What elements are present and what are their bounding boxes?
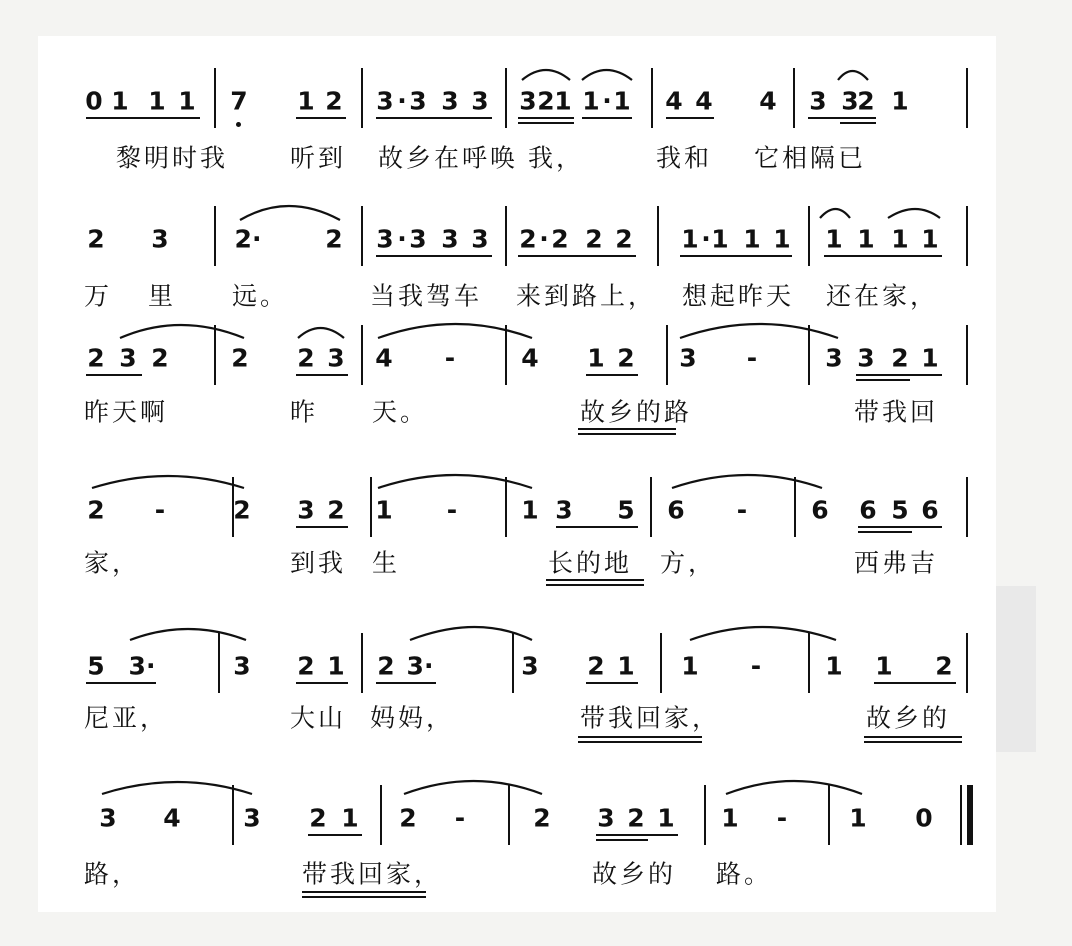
lyric: 路。 bbox=[716, 859, 773, 889]
note: 2 bbox=[297, 343, 315, 373]
note: 3 bbox=[857, 343, 875, 373]
slur bbox=[240, 206, 340, 220]
note: 3 bbox=[376, 224, 394, 254]
note: 3 bbox=[471, 224, 489, 254]
note: 2 bbox=[327, 495, 345, 525]
note: 1 bbox=[849, 803, 867, 833]
note: 6 bbox=[667, 495, 685, 525]
lyric: 黎明时我 bbox=[116, 143, 229, 173]
slur bbox=[672, 475, 822, 488]
note: 1 bbox=[773, 224, 791, 254]
note: 3 bbox=[297, 495, 315, 525]
note: 5 bbox=[87, 651, 105, 681]
note: 2 bbox=[617, 343, 635, 373]
slur bbox=[298, 328, 344, 338]
note: 1 bbox=[711, 224, 729, 254]
note: 3 bbox=[119, 343, 137, 373]
note: 1 bbox=[891, 224, 909, 254]
note: 0 bbox=[915, 803, 933, 833]
note: 2 bbox=[519, 224, 537, 254]
note: 1 bbox=[825, 651, 843, 681]
note: 3 bbox=[327, 343, 345, 373]
lyric: 故乡在呼唤 bbox=[378, 143, 519, 173]
note: 3 bbox=[441, 86, 459, 116]
lyric: 妈妈， bbox=[370, 703, 455, 733]
note: 4 bbox=[521, 343, 539, 373]
note: 2 bbox=[627, 803, 645, 833]
lyric: 家， bbox=[84, 548, 141, 578]
note: 2 bbox=[585, 224, 603, 254]
slur bbox=[680, 324, 838, 338]
note: 3 bbox=[809, 86, 827, 116]
slur bbox=[378, 475, 532, 488]
dash: - bbox=[154, 495, 166, 525]
note: 5 bbox=[891, 495, 909, 525]
note: 2 bbox=[87, 224, 105, 254]
note: 1 bbox=[375, 495, 393, 525]
lyric: 还在家， bbox=[826, 281, 939, 311]
note: 2 bbox=[325, 224, 343, 254]
note: 3· bbox=[406, 651, 434, 681]
lyric: 带我回家， bbox=[302, 859, 443, 889]
note: 7 bbox=[230, 86, 248, 116]
lyric: 故乡的路 bbox=[580, 397, 693, 427]
note: 3 bbox=[471, 86, 489, 116]
note: 2 bbox=[231, 343, 249, 373]
note: 1 bbox=[875, 651, 893, 681]
note: 1 bbox=[521, 495, 539, 525]
lyric: 想起昨天 bbox=[682, 281, 795, 311]
note: 1 bbox=[554, 86, 572, 116]
dash: - bbox=[776, 803, 788, 833]
note: 4 bbox=[695, 86, 713, 116]
note: 3 bbox=[151, 224, 169, 254]
lyric: 故乡的 bbox=[866, 703, 951, 733]
slur bbox=[378, 324, 532, 338]
lyric: 长的地 bbox=[548, 548, 633, 578]
note: 3 bbox=[233, 651, 251, 681]
slur bbox=[102, 782, 252, 794]
note: 2 bbox=[935, 651, 953, 681]
note: 4 bbox=[163, 803, 181, 833]
note: 2 bbox=[233, 495, 251, 525]
lyric: 大山 bbox=[290, 703, 347, 733]
lyric: 它相隔已 bbox=[754, 143, 867, 173]
slur bbox=[690, 627, 836, 640]
lyric: 当我驾车 bbox=[370, 281, 483, 311]
note: 4 bbox=[759, 86, 777, 116]
dash: - bbox=[746, 343, 758, 373]
note: 3 bbox=[441, 224, 459, 254]
note: 6 bbox=[811, 495, 829, 525]
note: 3 bbox=[376, 86, 394, 116]
slur bbox=[410, 627, 532, 640]
note: 2 bbox=[551, 224, 569, 254]
dash: - bbox=[444, 343, 456, 373]
note: 2 bbox=[87, 495, 105, 525]
lyric: 我， bbox=[528, 143, 585, 173]
note: 1 bbox=[657, 803, 675, 833]
lyric: 尼亚， bbox=[84, 703, 169, 733]
lyric: 我和 bbox=[656, 143, 713, 173]
lyric: 天。 bbox=[372, 397, 429, 427]
lyric: 生 bbox=[372, 548, 401, 578]
note: 1 bbox=[857, 224, 875, 254]
note: 1 bbox=[921, 224, 939, 254]
note: 3 bbox=[597, 803, 615, 833]
slur bbox=[92, 476, 244, 488]
dot: · bbox=[602, 86, 612, 116]
dash: - bbox=[454, 803, 466, 833]
dot: · bbox=[539, 224, 549, 254]
dash: - bbox=[736, 495, 748, 525]
dot: · bbox=[397, 86, 407, 116]
slur bbox=[726, 781, 862, 794]
note: 6 bbox=[859, 495, 877, 525]
note: 1 bbox=[721, 803, 739, 833]
note: 2 bbox=[377, 651, 395, 681]
lyric: 带我回家， bbox=[580, 703, 721, 733]
note: 3 bbox=[679, 343, 697, 373]
note: 2 bbox=[857, 86, 875, 116]
note: 1 bbox=[148, 86, 166, 116]
lyric: 带我回 bbox=[854, 397, 939, 427]
note: 3 bbox=[409, 224, 427, 254]
note: 1 bbox=[178, 86, 196, 116]
note: 4 bbox=[375, 343, 393, 373]
note: 2 bbox=[615, 224, 633, 254]
note: 1 bbox=[743, 224, 761, 254]
dot: · bbox=[701, 224, 711, 254]
note: 4 bbox=[665, 86, 683, 116]
slur bbox=[120, 325, 244, 338]
lyric: 来到路上， bbox=[516, 281, 657, 311]
note: 3 bbox=[99, 803, 117, 833]
note: 2 bbox=[587, 651, 605, 681]
note: 2 bbox=[309, 803, 327, 833]
note: 2 bbox=[151, 343, 169, 373]
note: 2 bbox=[325, 86, 343, 116]
slur bbox=[522, 70, 570, 80]
lyric: 万 bbox=[84, 281, 113, 311]
note: 1 bbox=[617, 651, 635, 681]
lyric: 里 bbox=[148, 281, 177, 311]
note: 3 bbox=[519, 86, 537, 116]
slur bbox=[888, 209, 940, 218]
note: 2 bbox=[297, 651, 315, 681]
note: 2 bbox=[891, 343, 909, 373]
note: 3· bbox=[128, 651, 156, 681]
lyric: 听到 bbox=[290, 143, 347, 173]
dot: · bbox=[397, 224, 407, 254]
lyric: 远。 bbox=[232, 281, 289, 311]
note: 1 bbox=[582, 86, 600, 116]
note: 1 bbox=[613, 86, 631, 116]
dash: - bbox=[446, 495, 458, 525]
note: 0 bbox=[85, 86, 103, 116]
lyric: 昨 bbox=[290, 397, 319, 427]
note: 2 bbox=[533, 803, 551, 833]
slur bbox=[820, 209, 850, 218]
note: 2 bbox=[87, 343, 105, 373]
lyric: 昨天啊 bbox=[84, 397, 169, 427]
note: 2· bbox=[234, 224, 262, 254]
note: 1 bbox=[891, 86, 909, 116]
note: 3 bbox=[555, 495, 573, 525]
note: 3 bbox=[409, 86, 427, 116]
note: 3 bbox=[825, 343, 843, 373]
note: 2 bbox=[537, 86, 555, 116]
slur bbox=[838, 71, 868, 80]
note: 5 bbox=[617, 495, 635, 525]
note: 2 bbox=[399, 803, 417, 833]
note: 1 bbox=[341, 803, 359, 833]
note: 1 bbox=[587, 343, 605, 373]
lyric: 到我 bbox=[290, 548, 347, 578]
note: 1 bbox=[297, 86, 315, 116]
note: 1 bbox=[825, 224, 843, 254]
note: 1 bbox=[921, 343, 939, 373]
lyric: 方， bbox=[660, 548, 717, 578]
note: 1 bbox=[681, 651, 699, 681]
lyric: 路， bbox=[84, 859, 141, 889]
lyric: 西弗吉 bbox=[854, 548, 939, 578]
slur bbox=[130, 629, 246, 640]
note: 1 bbox=[681, 224, 699, 254]
lyric: 故乡的 bbox=[592, 859, 677, 889]
note: 3 bbox=[243, 803, 261, 833]
dash: - bbox=[750, 651, 762, 681]
note: 3 bbox=[841, 86, 859, 116]
note: 1 bbox=[111, 86, 129, 116]
slur bbox=[404, 781, 542, 794]
note: 6 bbox=[921, 495, 939, 525]
note: 3 bbox=[521, 651, 539, 681]
slur bbox=[582, 70, 632, 80]
note: 1 bbox=[327, 651, 345, 681]
